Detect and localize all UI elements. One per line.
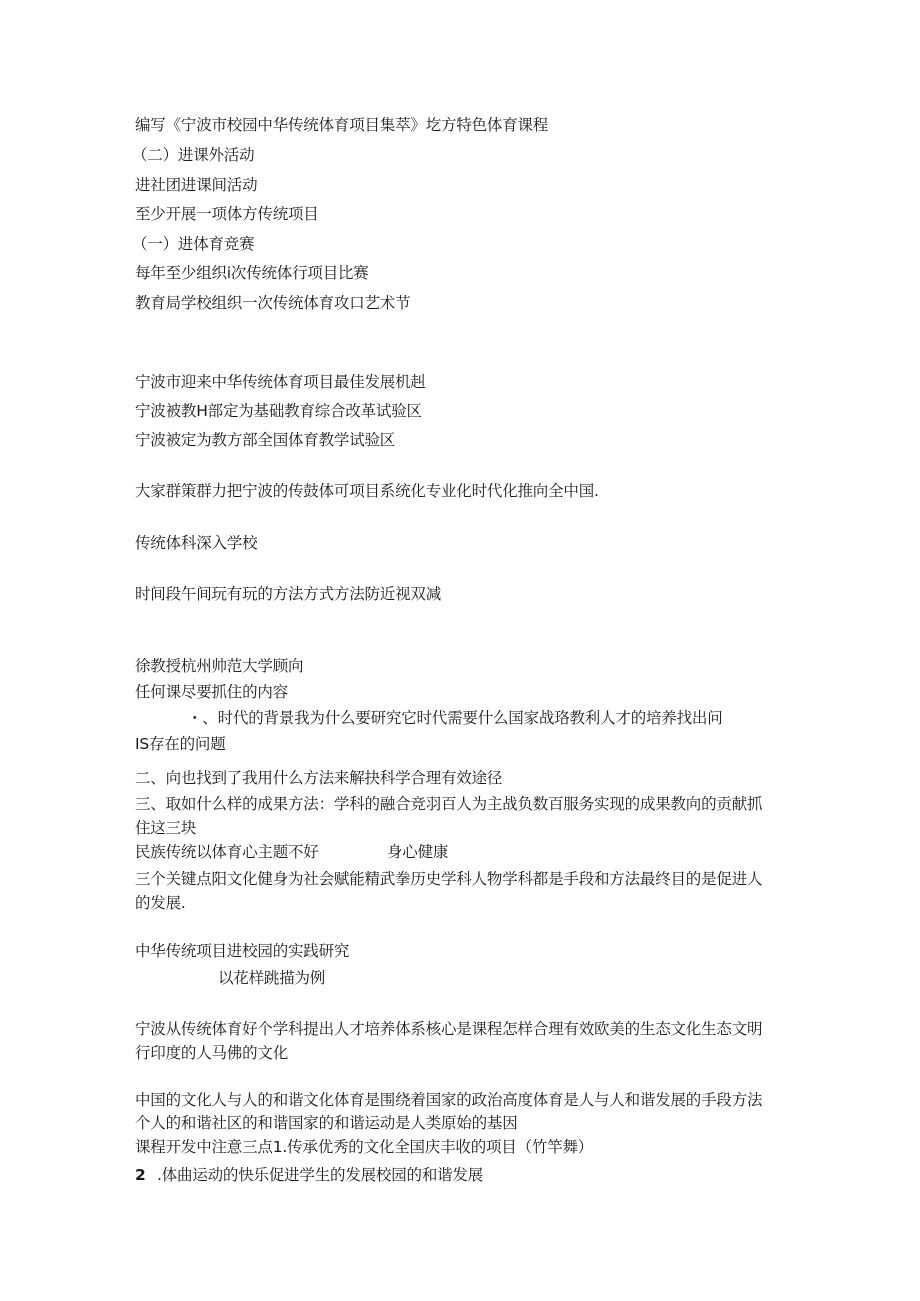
text-line: 传统体科深入学校 xyxy=(135,534,258,552)
text-line: 行印度的人马佛的文化 xyxy=(135,1044,289,1062)
text-line: 身心健康 xyxy=(387,843,449,861)
text-line: IS存在的问题 xyxy=(135,735,226,753)
text-line: 宁波市迎来中华传统体育项目最佳发展机赳 xyxy=(135,373,426,391)
text-line: ・、时代的背景我为什么要研究它时代需要什么国家战珞教利人才的培养找出问 xyxy=(187,709,723,727)
text-line: 二、向也找到了我用什么方法来解抉科学合理有效途径 xyxy=(135,769,503,787)
text-line: 个人的和谐社区的和谐国家的和谐运动是人类原始的基因 xyxy=(135,1114,518,1132)
text-line: 的发展. xyxy=(135,894,186,912)
text-line: 宁波被教H部定为基础教育综合改革试验区 xyxy=(135,402,422,420)
text-line: （二）进课外活动 xyxy=(132,146,255,164)
text-line: 三个关键点阳文化健身为社会赋能精武拳历史学科人物学科都是手段和方法最终目的是促进人 xyxy=(135,870,763,888)
text-line: 时间段午间玩有玩的方法方式方法防近视双减 xyxy=(135,585,442,603)
text-line: （一）进体育竞赛 xyxy=(132,235,255,253)
text-line: 任何课尽要抓住的内容 xyxy=(135,683,289,701)
text-line: 中国的文化人与人的和谐文化体育是围绕着国家的政治高度体育是人与人和谐发展的手段方法 xyxy=(135,1091,763,1109)
text-line: 宁波从传统体育好个学科提出人才培养体系核心是课程怎样合理有效欧美的生态文化生态文明 xyxy=(135,1020,763,1038)
text-line: 至少开展一项体方传统项目 xyxy=(135,205,319,223)
text-line: 每年至少组织i次传统体行项目比赛 xyxy=(135,264,369,282)
text-line: 住这三块 xyxy=(135,819,197,837)
text-line: 大家群策群力把宁波的传鼓体可项目系统化专业化时代化推向全中国. xyxy=(135,482,599,500)
text-line: 进社团进课间活动 xyxy=(135,176,258,194)
text-line: 民族传统以体育心主题不好 xyxy=(135,843,319,861)
text-line: 徐教授杭州帅范大学顾向 xyxy=(135,657,304,675)
text-line: 2 xyxy=(135,1166,146,1184)
text-line: .体曲运动的快乐促进学生的发展校园的和谐发展 xyxy=(157,1166,484,1184)
text-line: 课程开发中注意三点1.传承优秀的文化全国庆丰收的项目（竹竿舞） xyxy=(135,1138,594,1156)
text-line: 宁波被定为教方部全国体育教学试验区 xyxy=(135,431,396,449)
text-line: 编写《宁波市校园中华传统体育项目集萃》圪方特色体育课程 xyxy=(135,116,549,134)
text-line: 教育局学校组织一次传统体育攻口艺术节 xyxy=(135,294,411,312)
text-line: 三、取如什么样的成果方法：学科的融合竞羽百人为主战负数百服务实现的成果教向的贡献抓 xyxy=(135,795,763,813)
text-line: 中华传统项目进校园的实践研究 xyxy=(135,942,350,960)
text-line: 以花样跳描为例 xyxy=(218,969,326,987)
